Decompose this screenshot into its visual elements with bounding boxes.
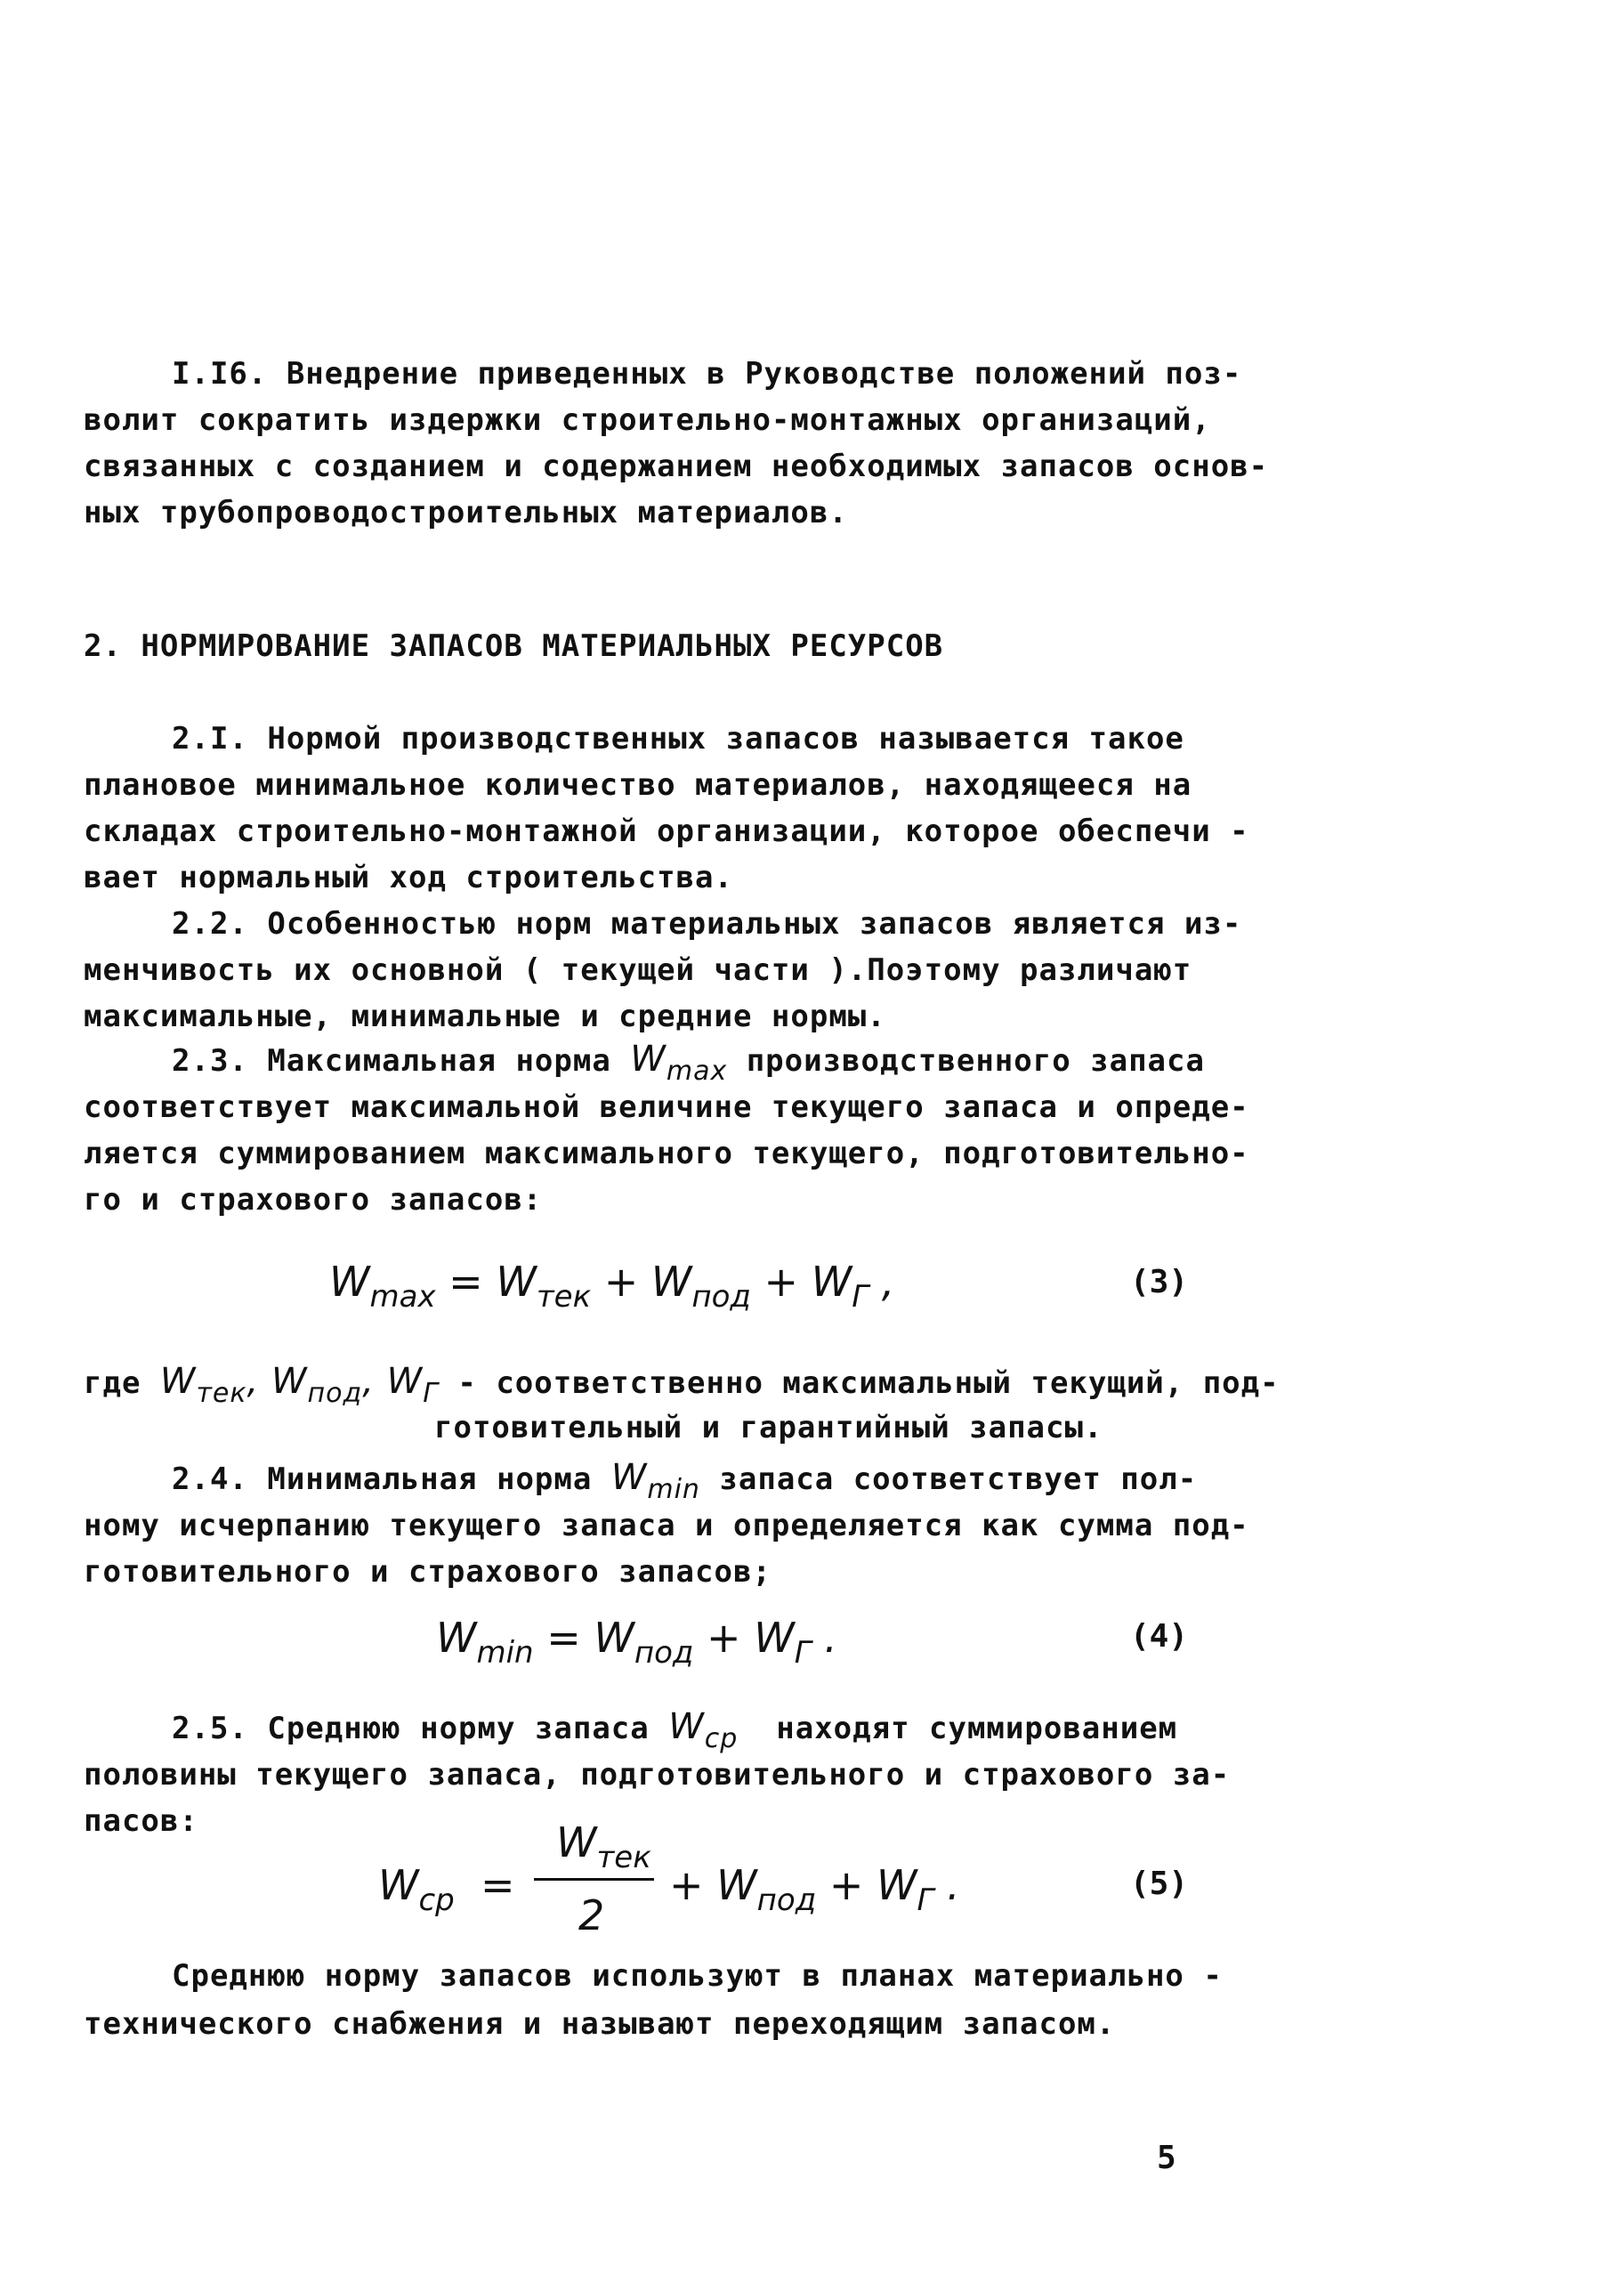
text-line: ляется суммированием максимального текущего, подготовительно- — [84, 1136, 1249, 1171]
text-line: готовительный и гарантийный запасы. — [434, 1410, 1103, 1445]
text-run: 2.5. Среднюю норму запаса — [172, 1711, 669, 1746]
text-line: складах строительно-монтажной организации, которое обеспечи - — [84, 814, 1249, 849]
text-run: 2.4. Минимальная норма — [172, 1461, 611, 1497]
text-line: соответствует максимальной величине текущего запаса и опреде- — [84, 1089, 1249, 1125]
fraction-bar — [534, 1878, 654, 1881]
symbol-subscript: тек — [196, 1378, 247, 1409]
equation-number-3: (3) — [1130, 1264, 1189, 1300]
text-line: 2.I. Нормой производственных запасов называется такое — [172, 721, 1184, 757]
text-run: запаса соответствует пол- — [699, 1461, 1198, 1497]
formula-4 — [436, 1611, 837, 1680]
text-run: где — [84, 1365, 160, 1401]
text-line: Среднюю норму запасов используют в планах материально - — [172, 1958, 1223, 1994]
formula-subscript: Г — [917, 1882, 934, 1918]
formula-rest — [669, 1858, 960, 1927]
symbol-subscript: под — [307, 1378, 363, 1409]
formula-term: + W — [693, 1614, 795, 1662]
symbol-w-max — [630, 1039, 728, 1087]
formula-subscript: под — [756, 1882, 817, 1918]
text-line: ных трубопроводостроительных материалов. — [84, 495, 848, 530]
symbol-letter: , W — [246, 1361, 308, 1402]
symbol-w-min — [610, 1457, 700, 1505]
formula-term: W — [329, 1258, 370, 1306]
formula-subscript: Г — [794, 1635, 812, 1671]
symbol-w-sr — [668, 1706, 739, 1754]
symbol-subscript: max — [666, 1056, 728, 1087]
formula-term: + W — [750, 1258, 852, 1306]
formula-term: + W — [669, 1861, 757, 1909]
text-run: 2.3. Максимальная норма — [172, 1043, 631, 1079]
text-line: I.I6. Внедрение приведенных в Руководстве положений поз- — [172, 356, 1242, 392]
formula-punct: . — [811, 1614, 837, 1662]
page-number: 5 — [1157, 2140, 1176, 2176]
text-line — [172, 1706, 1178, 1757]
text-line — [84, 1361, 1280, 1412]
formula-subscript: max — [369, 1279, 436, 1315]
equation-number-5: (5) — [1130, 1866, 1189, 1902]
formula-punct: , — [869, 1258, 895, 1306]
formula-subscript: min — [476, 1635, 534, 1671]
symbol-letter: W — [159, 1361, 197, 1402]
text-line: плановое минимальное количество материалов, находящееся на — [84, 767, 1192, 803]
text-run: находят суммированием — [738, 1711, 1178, 1746]
formula-equals: = — [481, 1861, 515, 1909]
formula-term: W — [436, 1614, 477, 1662]
formula-term: W — [556, 1818, 597, 1866]
text-line: ному исчерпанию текущего запаса и определяется как сумма под- — [84, 1508, 1249, 1543]
symbol-list — [159, 1361, 439, 1409]
text-line: пасов: — [84, 1803, 198, 1839]
text-line: го и страхового запасов: — [84, 1182, 543, 1218]
symbol-letter: W — [610, 1457, 648, 1498]
symbol-letter: , W — [362, 1361, 424, 1402]
symbol-subscript: Г — [423, 1378, 439, 1409]
formula-term: = W — [435, 1258, 537, 1306]
formula-lhs — [378, 1858, 455, 1927]
text-line: готовительного и страхового запасов; — [84, 1554, 772, 1590]
formula-term: = W — [533, 1614, 634, 1662]
formula-term: + W — [591, 1258, 692, 1306]
section-heading: 2. НОРМИРОВАНИЕ ЗАПАСОВ МАТЕРИАЛЬНЫХ РЕСУРСОВ — [84, 628, 944, 664]
formula-term: W — [378, 1861, 419, 1909]
text-line — [172, 1041, 1205, 1089]
formula-subscript: Г — [852, 1279, 869, 1315]
text-line: менчивость их основной ( текущей части ).Поэтому различают — [84, 952, 1192, 988]
text-line: волит сократить издержки строительно-монтажных организаций, — [84, 402, 1211, 438]
symbol-subscript: ср — [704, 1723, 739, 1754]
text-line: вает нормальный ход строительства. — [84, 860, 733, 895]
text-line: 2.2. Особенностью норм материальных запасов является из- — [172, 906, 1242, 942]
fraction-denominator: 2 — [578, 1891, 605, 1939]
formula-subscript: под — [634, 1635, 694, 1671]
formula-punct: . — [933, 1861, 960, 1909]
formula-subscript: тек — [596, 1840, 651, 1875]
symbol-letter: W — [668, 1706, 705, 1747]
symbol-subscript: min — [647, 1474, 700, 1505]
formula-3 — [329, 1255, 894, 1324]
formula-subscript: ср — [418, 1882, 455, 1918]
text-run: производственного запаса — [727, 1043, 1205, 1079]
equation-number-4: (4) — [1130, 1618, 1189, 1655]
text-run: - соответственно максимальный текущий, под- — [438, 1365, 1280, 1401]
symbol-letter: W — [630, 1039, 667, 1080]
text-line: половины текущего запаса, подготовительного и страхового за- — [84, 1757, 1231, 1793]
fraction-numerator — [556, 1816, 651, 1884]
text-line: технического снабжения и называют переходящим запасом. — [84, 2006, 1116, 2042]
formula-term: + W — [816, 1861, 917, 1909]
text-line: связанных с созданием и содержанием необходимых запасов основ- — [84, 449, 1269, 484]
formula-subscript: под — [691, 1279, 751, 1315]
text-line: максимальные, минимальные и средние нормы. — [84, 999, 886, 1034]
text-line — [172, 1457, 1198, 1508]
formula-subscript: тек — [536, 1279, 592, 1315]
